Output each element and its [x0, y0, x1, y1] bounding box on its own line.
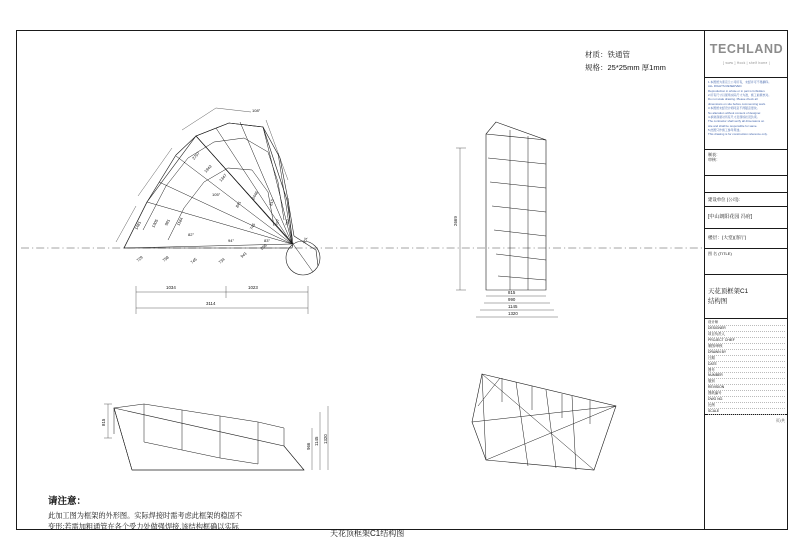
plan-dim-981: 981: [163, 218, 172, 227]
sheet-number: 页/共: [775, 418, 785, 424]
meta-key-3: PROJECT CHIEF: [708, 337, 735, 342]
drawings-canvas: [16, 30, 704, 530]
meta-key-10: 版别: [708, 379, 715, 384]
plan-dim-841: 841: [234, 200, 242, 209]
meta-key-0: 设计师: [708, 320, 719, 324]
plan-dim-2446: 2446: [250, 190, 260, 201]
plan-angle-5: 83°: [264, 238, 271, 243]
plan-dim-758: 758: [161, 254, 170, 263]
notes-line-1: 此加工图为框架的外形图。实际焊接时需考虑此框架的稳固不: [48, 511, 243, 521]
plan-dim-745b: 745: [248, 222, 257, 231]
meta-key-1: DESIGNER: [708, 325, 726, 330]
plan-dim-1347: 1347: [218, 172, 228, 183]
legal-note-9: The contractor shall verify all dimensions on: [708, 119, 765, 124]
iso-front-view: [101, 404, 328, 470]
plan-outer-edge: [124, 123, 294, 248]
meta-key-11: REVISION: [708, 385, 725, 390]
side-dim-lines: [456, 148, 558, 317]
iso-front-mid-rail: [144, 442, 258, 464]
side-dim-990: 990: [508, 297, 516, 302]
side-dim-1320: 1320: [508, 311, 518, 316]
legal-note-11: 5.此图只作施工参考用途。: [708, 127, 743, 132]
side-dim-2669: 2669: [453, 216, 458, 226]
plan-dim-745: 745: [189, 256, 198, 265]
side-rungs: [488, 158, 546, 280]
legal-note-5: dimensions on site before commencing work.: [708, 101, 766, 106]
title-block: [704, 30, 788, 530]
plan-dim-1034: 1034: [166, 285, 176, 290]
notes-block: [48, 495, 242, 533]
plan-dim-782: 782: [284, 218, 291, 227]
meta-key-14: 比例: [708, 403, 715, 408]
iso-front-edge-left: [114, 408, 132, 470]
size-value: 25*25mm 厚1mm: [607, 63, 666, 73]
meta-key-4: 制图/审核: [708, 343, 723, 348]
floor-label: 楼层：: [708, 235, 722, 241]
company-logo: [705, 30, 788, 78]
plan-outline-left: [124, 136, 293, 248]
sheet-number-row: [705, 415, 788, 427]
size-label: 规格：: [585, 63, 608, 73]
meta-key-12: 图纸编号: [708, 391, 722, 396]
side-outline: [486, 122, 546, 290]
iso-back-outline: [472, 374, 616, 470]
iso-back-view: [472, 374, 616, 470]
meta-key-13: DWG NO.: [708, 397, 724, 402]
plan-dim-1184: 1184: [175, 216, 184, 227]
owner-row: [705, 249, 788, 275]
meta-key-6: 日期: [708, 355, 715, 360]
plan-dim-1023: 1023: [248, 285, 258, 290]
plan-view: [21, 108, 704, 314]
checker-label: 审核：: [708, 157, 720, 163]
plan-dim-856: 856: [259, 242, 268, 251]
legal-note-6: 3.本图纸未经设计师同意不得随意更改。: [708, 106, 760, 111]
legal-note-1: ALL RIGHTS RESERVED.: [708, 84, 743, 89]
project-name-row: [705, 207, 788, 229]
project-label-row: [705, 193, 788, 207]
notes-title: 请注意：: [48, 496, 87, 507]
plan-dim-1942: 1942: [203, 163, 213, 174]
logo-subtext: [ www ] Hook | shelf home |: [723, 61, 770, 66]
plan-dim-734: 734: [217, 256, 226, 265]
legal-note-8: 4.承建商须对所有尺寸及现场状况负责。: [708, 114, 760, 119]
meta-key-9: NUMBER: [708, 373, 723, 378]
plan-angle-4: 94°: [228, 238, 235, 243]
side-stringers: [510, 130, 528, 290]
plan-angle-3: 82°: [188, 232, 195, 237]
plan-dim-797: 797: [274, 218, 281, 227]
plan-dim-1305: 1305: [150, 218, 160, 229]
meta-key-7: DATE: [708, 361, 717, 366]
meta-key-15: SCALE: [708, 409, 720, 414]
owner-label: 图 名 (TITLE): [708, 251, 732, 256]
side-dim-815: 815: [508, 290, 516, 295]
material-value: 铁通管: [607, 50, 630, 59]
plan-dim-941: 941: [239, 250, 248, 259]
legal-note-2: Reproduction in whole or in part is forbidden.: [708, 88, 766, 93]
iso-front-dim-966: 966: [306, 442, 311, 450]
drawing-title-line1: 天花顶框架C1: [708, 287, 749, 295]
notes-line-2: 变形;若需加粗通管在各个受力处做强焊接,该结构框确以实际: [48, 522, 239, 532]
iso-front-dim-815: 815: [101, 418, 106, 426]
iso-front-base: [114, 408, 304, 470]
plan-dimension-lines: [116, 108, 308, 314]
meta-key-2: 项目负责人: [708, 331, 725, 336]
approval-row: [705, 150, 788, 176]
meta-key-5: DRAWN BY: [708, 349, 727, 354]
floor-row: [705, 229, 788, 249]
iso-front-edge-right: [284, 446, 304, 470]
meta-key-8: 图号: [708, 367, 715, 372]
legal-note-0: 1.本图纸为泰克兰公司所有，未经许可不得翻印。: [708, 80, 772, 84]
legal-note-4: Do not scale drawing. Please check all: [708, 97, 758, 102]
logo-text: TECHLAND: [709, 42, 784, 57]
drawing-title-row: [705, 275, 788, 319]
iso-front-dim-1145: 1145: [314, 436, 319, 446]
iso-front-posts: [114, 404, 284, 464]
side-elevation-view: [453, 122, 558, 317]
iso-front-dim-lines: [104, 404, 328, 470]
legal-note-7: No alteration without consent of designer.: [708, 110, 762, 115]
maker-label: 制表：: [708, 152, 720, 157]
legal-note-3: 2.所有尺寸以现场实际尺寸为准，施工前须核对。: [708, 93, 772, 98]
blank-row: [705, 176, 788, 193]
plan-dim-3114: 3114: [206, 301, 216, 306]
plan-dim-2707: 2707: [191, 150, 201, 161]
plan-angle-2: 105°: [212, 192, 221, 197]
iso-back-internal: [472, 374, 616, 470]
drawing-caption: 天花顶框架C1结构图: [330, 529, 405, 538]
meta-table: [705, 319, 788, 415]
legal-notes: [705, 78, 788, 150]
plan-dim-729: 729: [135, 254, 144, 263]
legal-note-10: site and shall be responsible for same.: [708, 123, 758, 128]
legal-note-12: This drawing is for construction reference only.: [708, 132, 768, 137]
plan-dim-1481: 1481: [133, 220, 143, 231]
iso-front-dim-1320: 1320: [323, 434, 328, 444]
plan-ribs: [124, 122, 292, 248]
project-label: 建设单位 (公司):: [708, 196, 740, 202]
project-name: [中山朗阳花园 冯府]: [708, 214, 753, 221]
iso-front-top-rail: [114, 404, 284, 428]
floor-value: (大堂)(客厅): [721, 235, 747, 241]
drawing-title-line2: 结构图: [708, 297, 728, 305]
plan-angle-1: 108°: [252, 108, 261, 113]
material-label: 材质：: [585, 50, 608, 59]
side-dim-1145: 1145: [508, 304, 518, 309]
plan-dim-815: 815: [268, 198, 275, 207]
plan-dim-701: 701: [302, 236, 309, 245]
